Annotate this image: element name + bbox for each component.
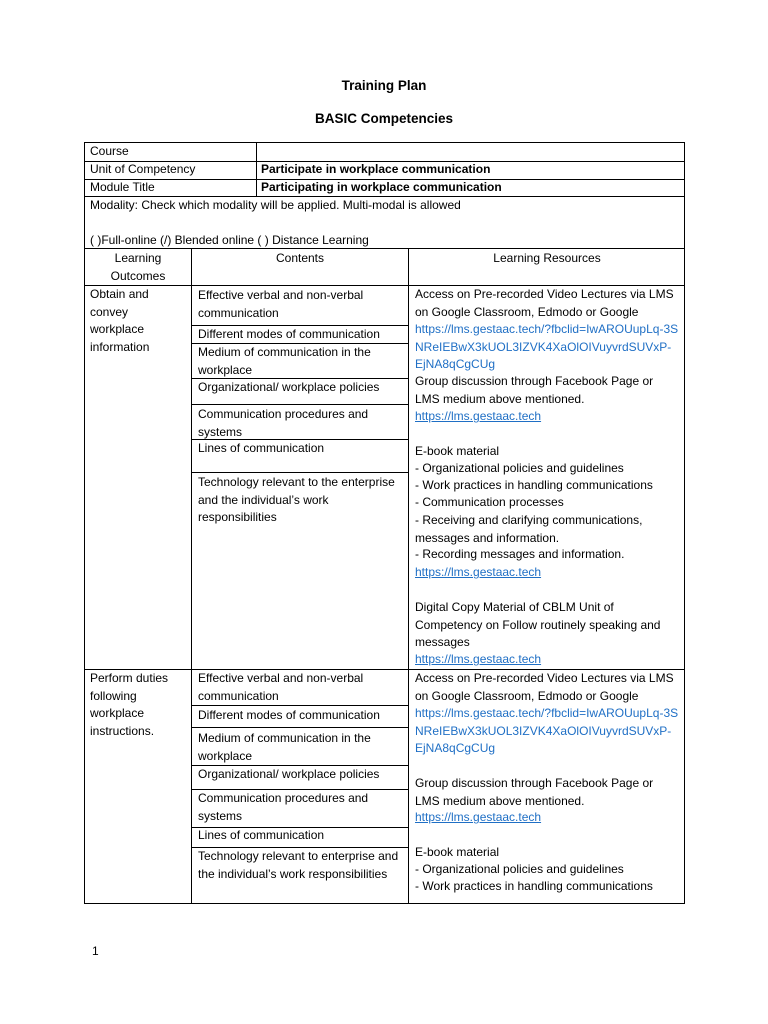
content-item: Communication procedures and systems — [198, 407, 369, 439]
module-value: Participating in workplace communication — [261, 180, 502, 194]
content-item: Organizational/ workplace policies — [198, 380, 380, 394]
content-item: Technology relevant to the enterprise and the individual’s work responsibilities — [198, 475, 395, 524]
header-contents: Contents — [275, 251, 325, 265]
modality-options: ( )Full-online (/) Blended online ( ) Distance Learning — [90, 233, 369, 247]
unit-value: Participate in workplace communication — [261, 162, 491, 176]
content-item: Effective verbal and non-verbal communication — [198, 671, 364, 703]
resource-group-text: Group discussion through Facebook Page or LMS medium above mentioned. — [415, 776, 654, 808]
resource-video-link[interactable]: https://lms.gestaac.tech/?fbclid=IwAROUupLq-3SNReIEBwX3kUOL3IZVK4XaOlOIVuyvrdSUVxP-EjNA8qCgCUg — [415, 706, 679, 755]
resource-video-text: Access on Pre-recorded Video Lectures via LMS on Google Classroom, Edmodo or Google — [415, 287, 674, 319]
ebook-title: E-book material — [415, 845, 500, 859]
page-title: Training Plan — [341, 78, 427, 93]
ebook-item: - Communication processes — [415, 495, 564, 509]
content-item: Medium of communication in the workplace — [198, 731, 371, 763]
content-item: Lines of communication — [198, 441, 325, 455]
content-item: Different modes of communication — [198, 708, 380, 722]
unit-label: Unit of Competency — [90, 162, 196, 176]
resource-video-link[interactable]: https://lms.gestaac.tech/?fbclid=IwAROUupLq-3SNReIEBwX3kUOL3IZVK4XaOlOIVuyvrdSUVxP-EjNA8qCgCUg — [415, 322, 679, 371]
content-item: Organizational/ workplace policies — [198, 767, 380, 781]
ebook-link[interactable]: https://lms.gestaac.tech — [415, 565, 542, 579]
info-table — [84, 142, 685, 249]
ebook-item: - Receiving and clarifying communications, messages and information. — [415, 513, 643, 545]
content-item: Effective verbal and non-verbal communication — [198, 288, 364, 320]
ebook-item: - Recording messages and information. — [415, 547, 625, 561]
resource-group-link[interactable]: https://lms.gestaac.tech — [415, 810, 542, 824]
page-number: 1 — [92, 944, 99, 958]
outcome-2: Perform duties following workplace instructions. — [90, 671, 169, 738]
resource-group-link[interactable]: https://lms.gestaac.tech — [415, 409, 542, 423]
content-item: Medium of communication in the workplace — [198, 345, 371, 377]
ebook-item: - Organizational policies and guidelines — [415, 461, 624, 475]
page-subtitle: BASIC Competencies — [314, 111, 454, 126]
digital-copy-text: Digital Copy Material of CBLM Unit of Competency on Follow routinely speaking and messages — [415, 600, 661, 649]
course-label: Course — [90, 144, 129, 158]
ebook-title: E-book material — [415, 444, 500, 458]
ebook-item: - Work practices in handling communications — [415, 879, 653, 893]
header-learning-outcomes: Learning Outcomes — [110, 251, 166, 283]
modality-instruction: Modality: Check which modality will be applied. Multi-modal is allowed — [90, 198, 461, 212]
content-item: Communication procedures and systems — [198, 791, 369, 823]
ebook-item: - Organizational policies and guidelines — [415, 862, 624, 876]
outcome-1: Obtain and convey workplace information — [90, 287, 150, 354]
resource-video-text: Access on Pre-recorded Video Lectures via LMS on Google Classroom, Edmodo or Google — [415, 671, 674, 703]
module-label: Module Title — [90, 180, 155, 194]
plan-table — [84, 248, 685, 904]
header-learning-resources: Learning Resources — [493, 251, 601, 265]
content-item: Different modes of communication — [198, 327, 380, 341]
digital-copy-link[interactable]: https://lms.gestaac.tech — [415, 652, 542, 666]
resource-group-text: Group discussion through Facebook Page or LMS medium above mentioned. — [415, 374, 654, 406]
content-item: Lines of communication — [198, 828, 325, 842]
content-item: Technology relevant to enterprise and the individual’s work responsibilities — [198, 849, 399, 881]
ebook-item: - Work practices in handling communications — [415, 478, 653, 492]
